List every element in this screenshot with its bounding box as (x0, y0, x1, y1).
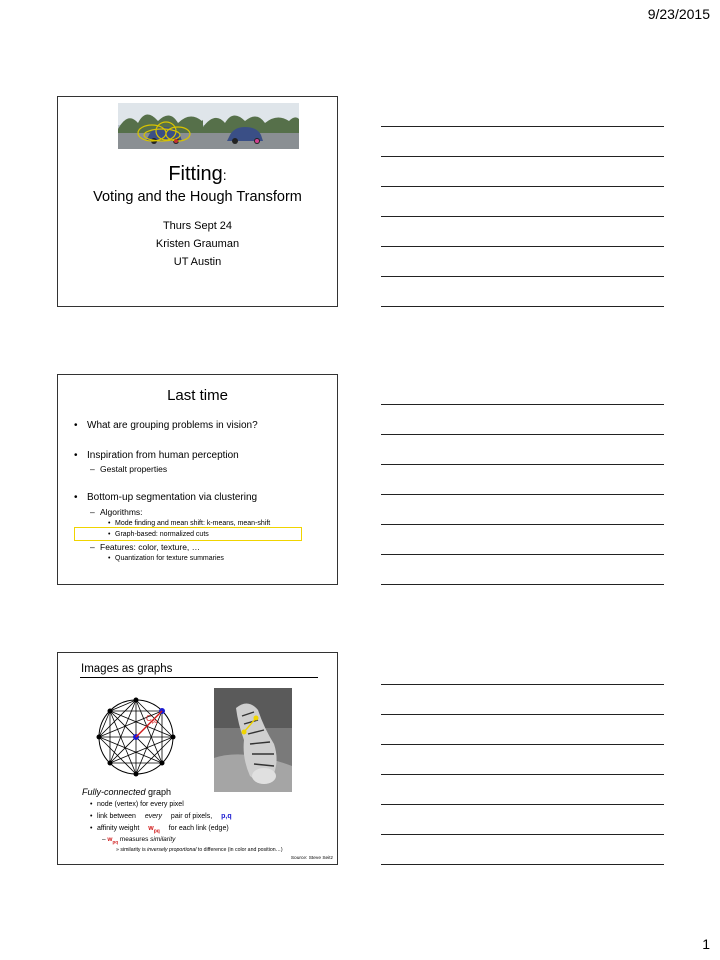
title-underline (80, 677, 318, 678)
note-line (381, 834, 664, 835)
bullet-affinity: • affinity weight $w_{pq}$ for each link (edge) (90, 825, 229, 834)
slide-1-title: Fitting: (168, 163, 227, 185)
sub-sub-bullet-quantization: • Quantization for texture summaries (108, 555, 224, 562)
sub-sub-bullet-graph-based: • Graph-based: normalized cuts (108, 531, 209, 538)
slide-2 (57, 374, 338, 585)
note-line (381, 684, 664, 685)
note-line (381, 584, 664, 585)
sub-bullet-features: – Features: color, texture, … (90, 542, 200, 552)
note-line (381, 434, 664, 435)
note-line (381, 306, 664, 307)
note-line (381, 554, 664, 555)
slide-1-subtitle: Voting and the Hough Transform (93, 189, 302, 205)
car-photo-detected (203, 103, 299, 149)
page-date: 9/23/2015 (647, 6, 710, 22)
sub-bullet-wpq: – $w_{pq}$ measures similarity (102, 836, 176, 845)
slide-3-title: Images as graphs (81, 663, 173, 675)
bullet-grouping: • What are grouping problems in vision? (74, 420, 258, 431)
slide-3 (57, 652, 338, 865)
note-line (381, 246, 664, 247)
note-line (381, 276, 664, 277)
page-number: 1 (702, 936, 710, 952)
note-line (381, 216, 664, 217)
slide-1-author: Kristen Grauman (155, 238, 240, 250)
bullet-link: • link between every pair of pixels, p,q (90, 813, 232, 820)
slide-1-institution: UT Austin (173, 256, 222, 268)
note-line (381, 494, 664, 495)
source-credit: Source: Steve Seitz (290, 856, 333, 861)
bullet-inspiration: • Inspiration from human perception (74, 450, 239, 461)
fully-connected-graph (96, 697, 176, 777)
note-line (381, 864, 664, 865)
sub-bullet-algorithms: – Algorithms: (90, 507, 143, 517)
note-line (381, 714, 664, 715)
note-line (381, 186, 664, 187)
note-line (381, 804, 664, 805)
sub-sub-bullet-similarity: » similarity is inversely proportional to difference (in color and position…) (116, 847, 283, 853)
note-line (381, 126, 664, 127)
note-line (381, 156, 664, 157)
edge-weight-label: $C_{pq}$ (146, 714, 158, 725)
note-line (381, 464, 664, 465)
car-image-left (118, 103, 214, 149)
slide-2-title: Last time (167, 387, 228, 404)
sub-bullet-gestalt: – Gestalt properties (90, 464, 167, 474)
tiger-photo (214, 688, 292, 792)
note-line (381, 524, 664, 525)
bullet-node: • node (vertex) for every pixel (90, 801, 184, 808)
car-photo-with-ellipses (118, 103, 214, 149)
bullet-segmentation: • Bottom-up segmentation via clustering (74, 492, 257, 503)
slide-1 (57, 96, 338, 307)
highlight-box (74, 527, 302, 541)
note-line (381, 744, 664, 745)
slide-1-date: Thurs Sept 24 (162, 220, 233, 232)
note-line (381, 774, 664, 775)
graph-caption: Fully-connected graph (82, 787, 172, 797)
sub-sub-bullet-mode-finding: • Mode finding and mean shift: k-means, mean-shift (108, 520, 270, 527)
car-image-right (203, 103, 299, 149)
note-line (381, 404, 664, 405)
